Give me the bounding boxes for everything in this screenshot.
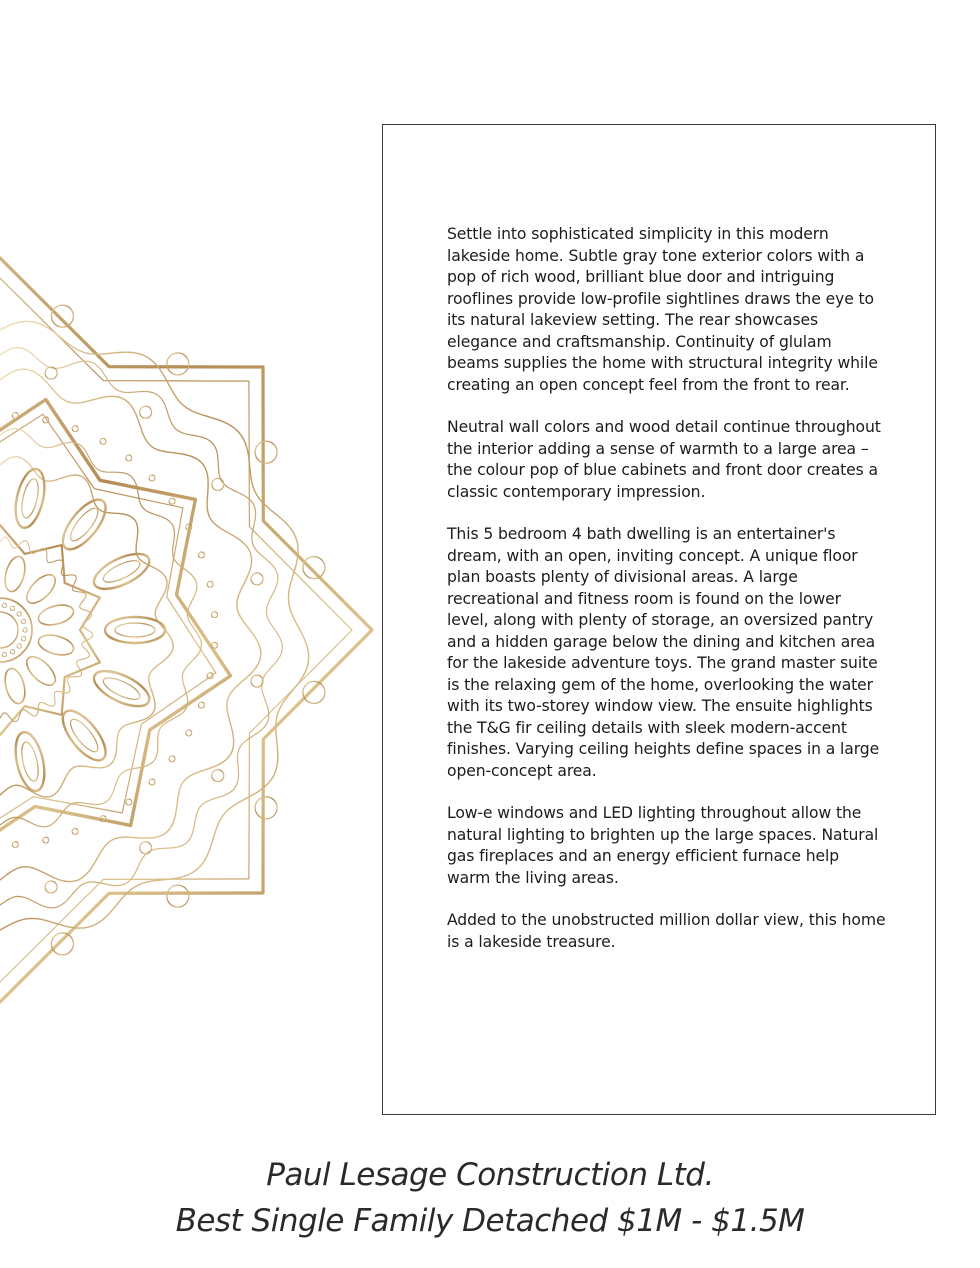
paragraph-layout: This 5 bedroom 4 bath dwelling is an entertainer's dream, with an open, inviting concept. A unique floor plan boasts plenty of divisional areas. A large recreational and fitness room is found on the lower level, along with plenty of storage, an oversized pantry and a hidden garage below the dining and kitchen area for the lakeside adventure toys. The grand master suite is the relaxing gem of the home, overlooking the water with its two-storey window view. The ensuite highlights the T&G fir ceiling details with sleek modern-accent finishes. Varying ceiling heights define spaces in a large open-concept area.	[447, 525, 880, 780]
paragraph-exterior: Settle into sophisticated simplicity in this modern lakeside home. Subtle gray tone exterior colors with a pop of rich wood, brilliant blue door and intriguing rooflines provide low-profile sightlines draws the eye to its natural lakeview setting. The rear showcases elegance and craftsmanship. Continuity of glulam beams supplies the home with structural integrity while creating an open concept feel from the front to rear.	[447, 225, 878, 394]
footer	[0, 1152, 980, 1244]
paragraph-energy: Low-e windows and LED lighting throughout allow the natural lighting to brighten up the large spaces. Natural gas fireplaces and an energy efficient furnace help warm the living areas.	[447, 804, 879, 887]
company-name: Paul Lesage Construction Ltd.	[266, 1157, 714, 1193]
gold-mandala-icon	[0, 250, 380, 1010]
description-body	[447, 224, 887, 974]
award-category: Best Single Family Detached $1M - $1.5M	[175, 1203, 805, 1239]
paragraph-closing: Added to the unobstructed million dollar view, this home is a lakeside treasure.	[447, 911, 886, 951]
description-frame	[382, 124, 936, 1115]
paragraph-interior: Neutral wall colors and wood detail continue throughout the interior adding a sense of warmth to a large area – the colour pop of blue cabinets and front door creates a classic contemporary impression.	[447, 418, 881, 501]
